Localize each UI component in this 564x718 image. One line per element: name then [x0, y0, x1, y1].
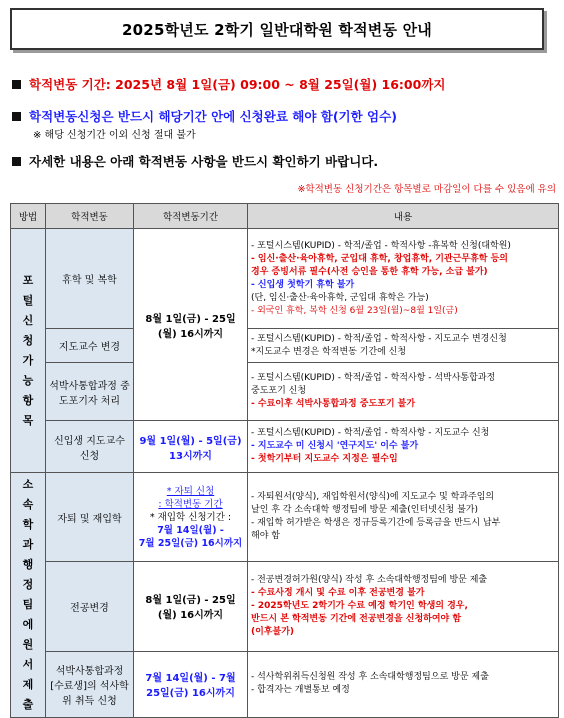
- academic-change-table: [10, 203, 559, 718]
- period-line: 7월 25일(금) 16시까지: [138, 537, 243, 549]
- period-line: * 재입학 신청기간 :: [149, 511, 232, 523]
- content-line: *지도교수 변경은 학적변동 기간에 신청: [251, 346, 407, 357]
- method-online: [11, 229, 46, 473]
- content-line: - 포털시스템(KUPID) - 학적/졸업 - 학적사항 - 지도교수 신청: [251, 428, 490, 438]
- content-line: - 포털시스템(KUPID) - 학적/졸업 - 학적사항 -휴복학 신청(대학원): [251, 240, 511, 251]
- item-withdraw-readmit: 자퇴 및 재입학: [46, 473, 134, 562]
- table-row: [11, 651, 559, 717]
- period-line: : 학적변동 기간: [158, 498, 223, 510]
- content-line: 경우 증빙서류 필수(사전 승인을 통한 휴학 가능, 소급 불가): [251, 266, 488, 277]
- table-header-row: [11, 204, 559, 229]
- method-office: [11, 473, 46, 718]
- square-bullet-icon: [12, 112, 21, 121]
- content-line: - 수료이후 석박사통합과정 중도포기 불가: [251, 399, 416, 409]
- content-withdraw-readmit: [248, 473, 559, 562]
- method-online-label: 포털신청가능항목: [22, 273, 34, 427]
- header-period: 학적변동기간: [134, 204, 248, 229]
- notice-check-text: 자세한 내용은 아래 학적변동 사항을 반드시 확인하기 바랍니다.: [29, 154, 379, 169]
- item-major-change: 전공변경: [46, 562, 134, 651]
- content-line: - 지도교수 미 신청시 '연구지도' 이수 불가: [251, 441, 419, 451]
- table-row: [11, 473, 559, 562]
- notice-period-text: 학적변동 기간: 2025년 8월 1일(금) 09:00 ~ 8월 25일(월) 16:00까지: [29, 77, 446, 92]
- content-line: - 수료사정 개시 및 수료 이후 전공변경 불가: [251, 587, 425, 598]
- content-leave-return: [248, 229, 559, 329]
- item-advisor-change: 지도교수 변경: [46, 329, 134, 363]
- period-major-change: 8월 1일(금) - 25일(월) 16시까지: [134, 562, 248, 651]
- content-line: - 전공변경허가원(양식) 작성 후 소속대학행정팀에 방문 제출: [251, 574, 488, 585]
- notice-deadline-text: 학적변동신청은 반드시 해당기간 안에 신청완료 해야 함(기한 엄수): [29, 109, 397, 124]
- period-line: * 자퇴 신청: [166, 485, 215, 497]
- period-new-advisor: 9월 1일(월) - 5일(금) 13시까지: [134, 421, 248, 473]
- content-line: - 첫학기부터 지도교수 지정은 필수임: [251, 454, 398, 464]
- content-line: (이후불가): [251, 626, 295, 637]
- warning-note: ※학적변동 신청기간은 항목별로 마감일이 다를 수 있음에 유의: [297, 184, 556, 195]
- period-line: 7월 14일(월) -: [157, 524, 224, 536]
- table-row: [11, 562, 559, 651]
- table-row: [11, 229, 559, 329]
- square-bullet-icon: [12, 157, 21, 166]
- header-content: 내용: [248, 204, 559, 229]
- item-new-advisor: 신입생 지도교수 신청: [46, 421, 134, 473]
- content-line: - 재입학 허가받은 학생은 정규등록기간에 등록금을 반드시 납부: [251, 518, 501, 529]
- notice-deadline-note: ※ 해당 신청기간 이외 신청 절대 불가: [33, 130, 196, 141]
- item-leave-return: 휴학 및 복학: [46, 229, 134, 329]
- content-integrated-dropout: [248, 363, 559, 421]
- header-change: 학적변동: [46, 204, 134, 229]
- square-bullet-icon: [12, 80, 21, 89]
- content-line: - 외국인 휴학, 복학 신청 6월 23일(월)~8월 1일(금): [251, 305, 458, 316]
- content-major-change: [248, 562, 559, 651]
- table-row: [11, 329, 559, 363]
- table-row: [11, 421, 559, 473]
- method-office-label: 소속학과행정팀에원서제출: [22, 478, 34, 711]
- page-title: 2025학년도 2학기 일반대학원 학적변동 안내: [10, 8, 544, 50]
- content-line: - 임신·출산·육아휴학, 군입대 휴학, 창업휴학, 기관근무휴학 등의: [251, 253, 508, 264]
- content-line: (단, 임신·출산·육아휴학, 군입대 휴학은 가능): [251, 292, 429, 303]
- content-new-advisor: [248, 421, 559, 473]
- header-method: 방법: [11, 204, 46, 229]
- notice-period: [12, 75, 445, 93]
- content-line: - 합격자는 개별통보 예정: [251, 685, 350, 696]
- content-line: 반드시 본 학적변동 기간에 전공변경을 신청하여야 함: [251, 613, 462, 624]
- period-leave-return: 8월 1일(금) - 25일(월) 16시까지: [134, 229, 248, 421]
- content-line: - 2025학년도 2학기가 수료 예정 학기인 학생의 경우,: [251, 600, 468, 611]
- content-advisor-change: [248, 329, 559, 363]
- content-line: 해야 함: [251, 531, 280, 542]
- item-integrated-dropout: 석박사통합과정 중도포기자 처리: [46, 363, 134, 421]
- content-line: 날인 후 각 소속대학 행정팀에 방문 제출(인터넷신청 불가): [251, 505, 479, 516]
- notice-check: [12, 152, 378, 170]
- content-line: 중도포기 신청: [251, 386, 307, 396]
- period-withdraw-readmit: [134, 473, 248, 562]
- content-line: - 포털시스템(KUPID) - 학적/졸업 - 학적사항 - 지도교수 변경신청: [251, 333, 507, 344]
- content-line: - 자퇴원서(양식), 재입학원서(양식)에 지도교수 및 학과주임의: [251, 492, 495, 503]
- table-row: [11, 363, 559, 421]
- period-master-degree: 7월 14일(월) - 7월 25일(금) 16시까지: [134, 651, 248, 717]
- content-line: - 석사학위취득신청원 작성 후 소속대학행정팀으로 방문 제출: [251, 672, 489, 683]
- item-master-degree: 석박사통합과정 [수료생]의 석사학위 취득 신청: [46, 651, 134, 717]
- content-master-degree: [248, 651, 559, 717]
- content-line: - 신입생 첫학기 휴학 불가: [251, 279, 355, 290]
- notice-deadline: [12, 107, 397, 125]
- content-line: - 포털시스템(KUPID) - 학적/졸업 - 학적사항 - 석박사통합과정: [251, 373, 496, 383]
